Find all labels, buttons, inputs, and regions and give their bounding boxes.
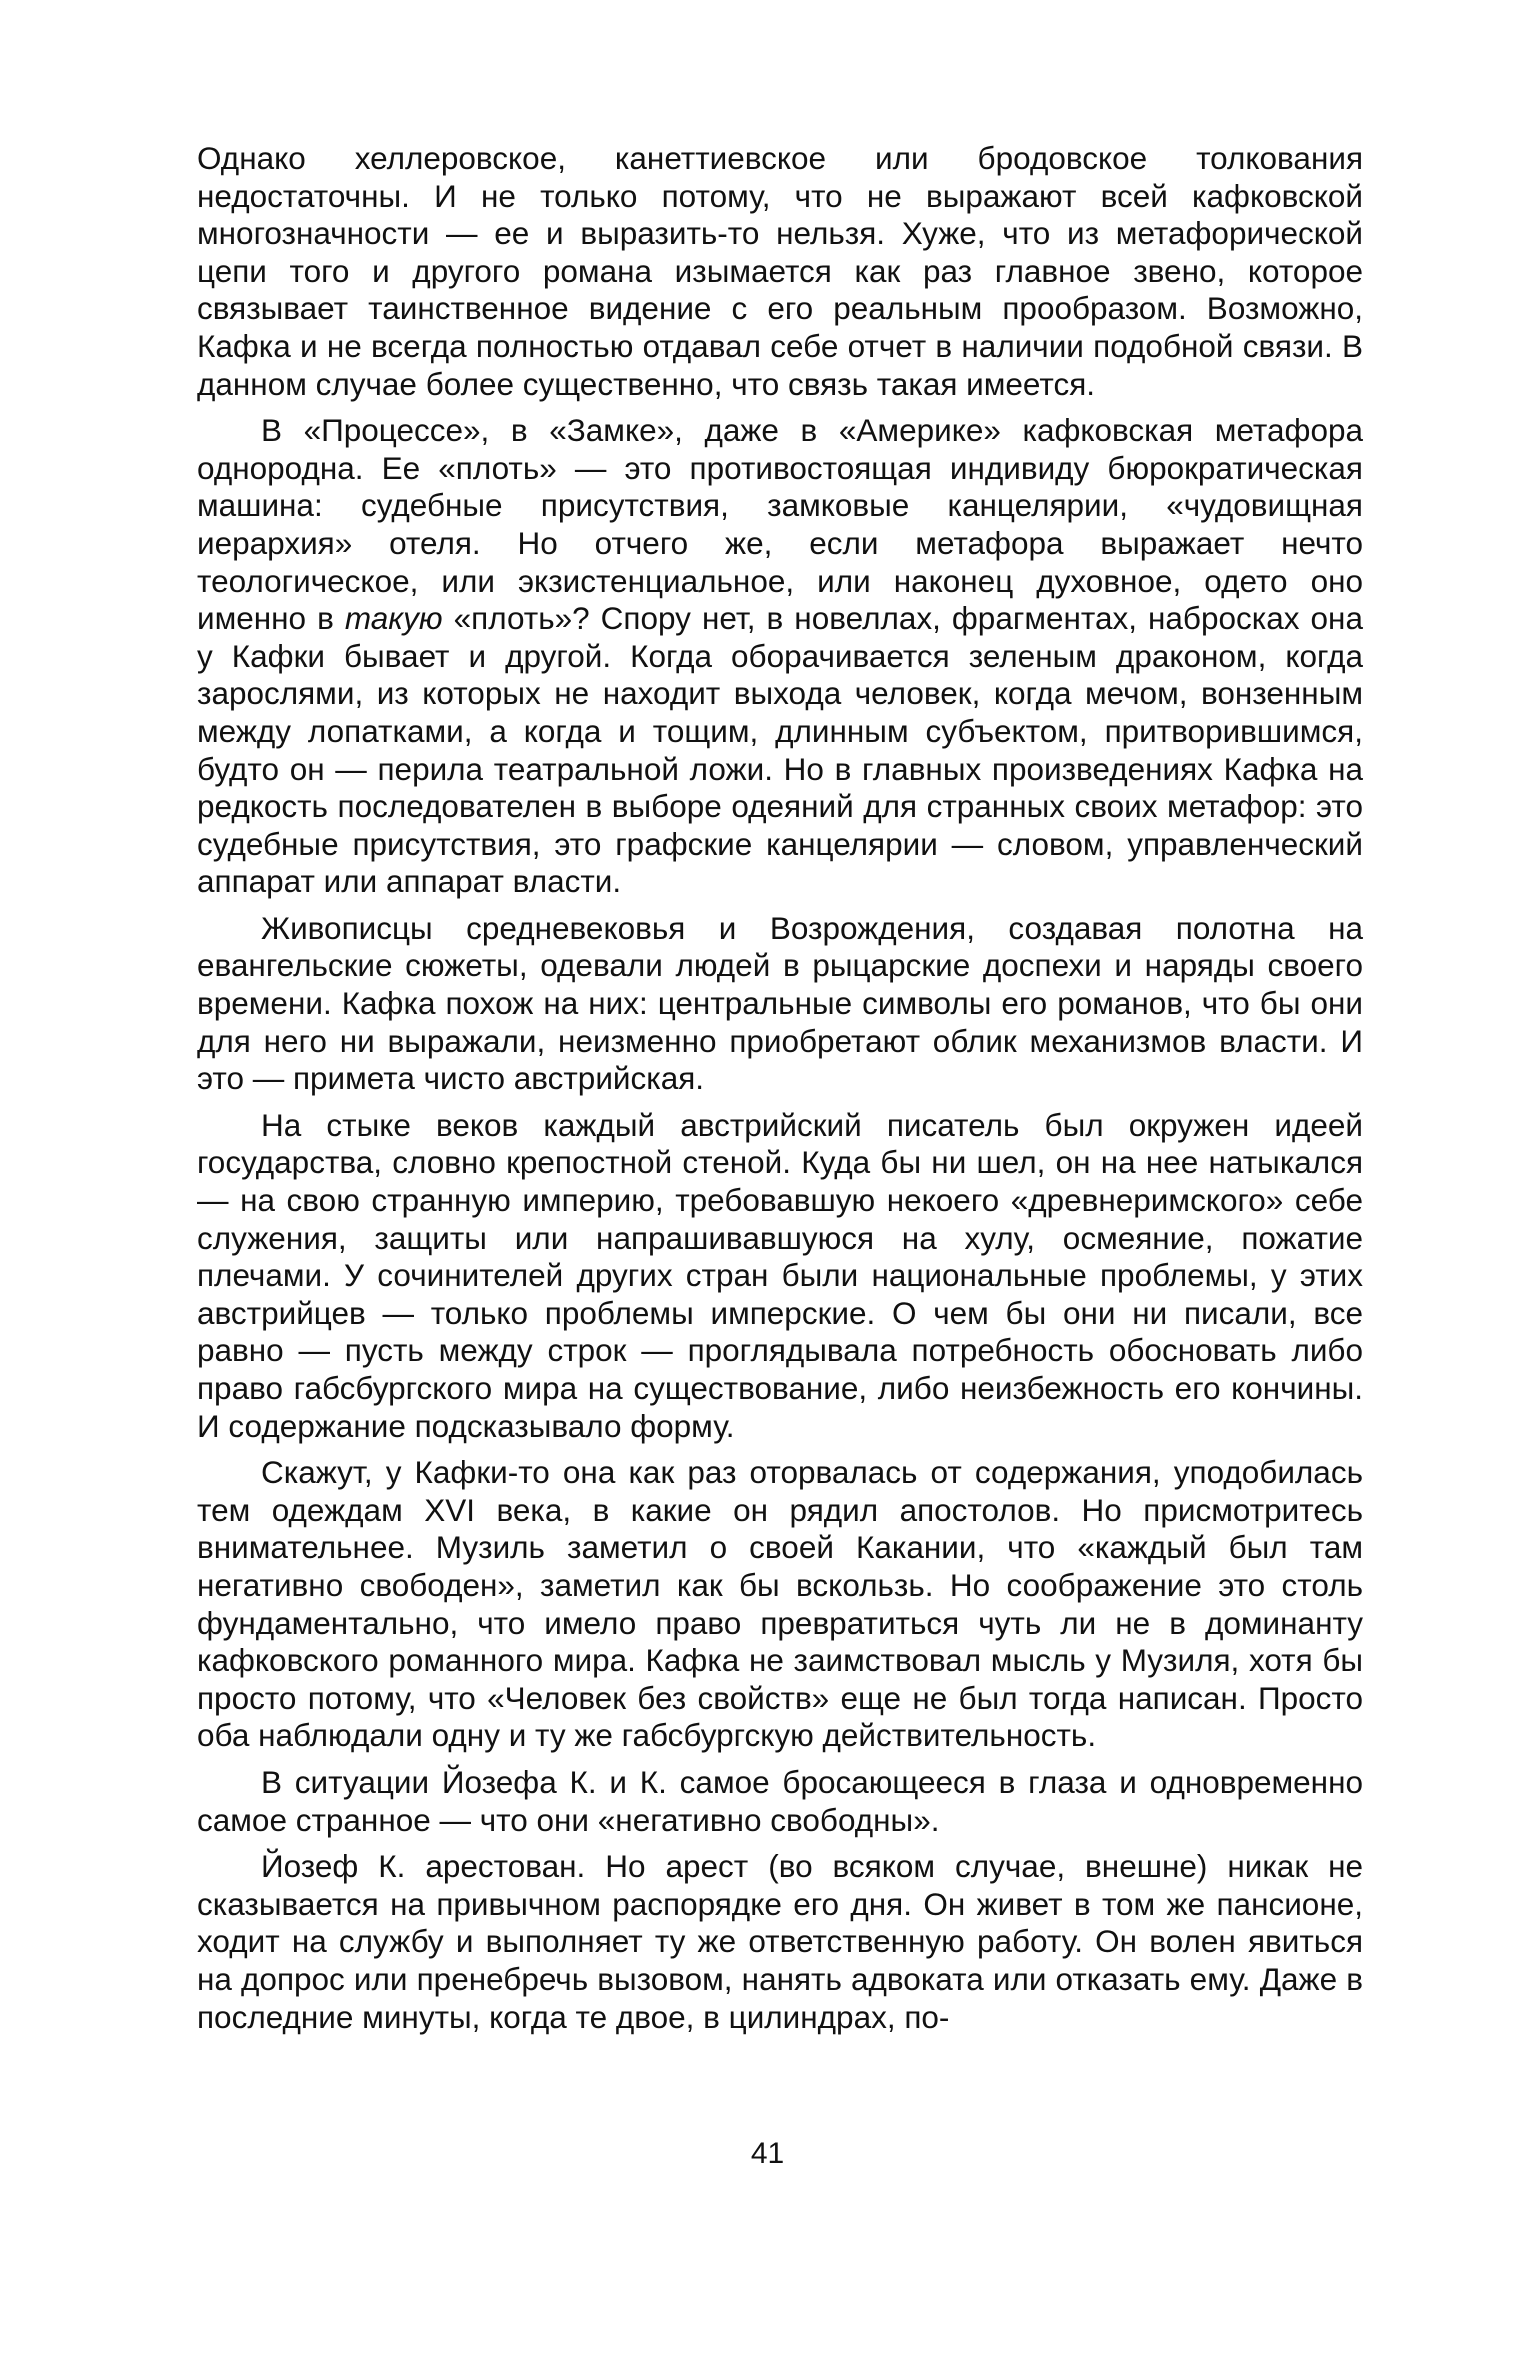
paragraph-4: На стыке веков каждый австрийский писатель был окружен идеей государства, словно крепостной стеной. Куда бы ни шел, он на нее натыкался — на свою странную империю, требовавшую некоего «древнеримского» себе служения, защиты или напрашивавшуюся на хулу, осмеяние, пожатие плечами. У сочинителей других стран были национальные проблемы, у этих австрийцев — только проблемы имперские. О чем бы они ни писали, все равно — пусть между строк — проглядывала потребность обосновать либо право габсбургского мира на существование, либо неизбежность его кончины. И содержание подсказывало форму.	[197, 1106, 1363, 1444]
paragraph-5: Скажут, у Кафки-то она как раз оторвалась от содержания, уподобилась тем одеждам XVI века, в какие он рядил апостолов. Но присмотритесь внимательнее. Музиль заметил о своей Какании, что «каждый был там негативно свободен», заметил как бы вскользь. Но соображение это столь фундаментально, что имело право превратиться чуть ли не в доминанту кафковского романного мира. Кафка не заимствовал мысль у Музиля, хотя бы просто потому, что «Человек без свойств» еще не был тогда написан. Просто оба наблюдали одну и ту же габсбургскую действительность.	[197, 1454, 1363, 1754]
paragraph-7: Йозеф К. арестован. Но арест (во всяком случае, внешне) никак не сказывается на привычном распорядке его дня. Он живет в том же пансионе, ходит на службу и выполняет ту же ответственную работу. Он волен явиться на допрос или пренебречь вызовом, нанять адвоката или отказать ему. Даже в последние минуты, когда те двое, в цилиндрах, по-	[197, 1848, 1363, 2035]
paragraph-1: Однако хеллеровское, канеттиевское или бродовское толкования недостаточны. И не только потому, что не выражают всей кафковской многозначности — ее и выразить-то нельзя. Хуже, что из метафорической цепи того и другого романа изымается как раз главное звено, которое связывает таинственное видение с его реальным прообразом. Возможно, Кафка и не всегда полностью отдавал себе отчет в наличии подобной связи. В данном случае более существенно, что связь такая имеется.	[197, 140, 1363, 402]
paragraph-6: В ситуации Йозефа К. и К. самое бросающееся в глаза и одновременно самое странное — что они «негативно свободны».	[197, 1763, 1363, 1838]
paragraph-2-text-after: «плоть»? Спору нет, в новеллах, фрагментах, набросках она у Кафки бывает и другой. Когда оборачивается зеленым драконом, когда зарослями, из которых не находит выхода человек, когда мечом, вонзенным между лопатками, а когда и тощим, длинным субъектом, притворившимся, будто он — перила театральной ложи. Но в главных произведениях Кафка на редкость последователен в выборе одеяний для странных своих метафор: это судебные присутствия, это графские канцелярии — словом, управленческий аппарат или аппарат власти.	[197, 600, 1363, 900]
paragraph-2-italic: такую	[344, 600, 443, 637]
page-number: 41	[750, 2137, 785, 2170]
paragraph-3: Живописцы средневековья и Возрождения, создавая полотна на евангельские сюжеты, одевали людей в рыцарские доспехи и наряды своего времени. Кафка похож на них: центральные символы его романов, что бы они для него ни выражали, неизменно приобретают облик механизмов власти. И это — примета чисто австрийская.	[197, 909, 1363, 1097]
paragraph-2	[197, 412, 1363, 901]
paragraph-2-text: В «Процессе», в «Замке», даже в «Америке» кафковская метафора однородна. Ее «плоть» — это противостоящая индивиду бюрократическая машина: судебные присутствия, замковые канцелярии, «чудовищная иерархия» отеля. Но отчего же, если метафора выражает нечто теологическое, или экзистенциальное, или наконец духовное, одето оно именно в	[197, 412, 1363, 637]
